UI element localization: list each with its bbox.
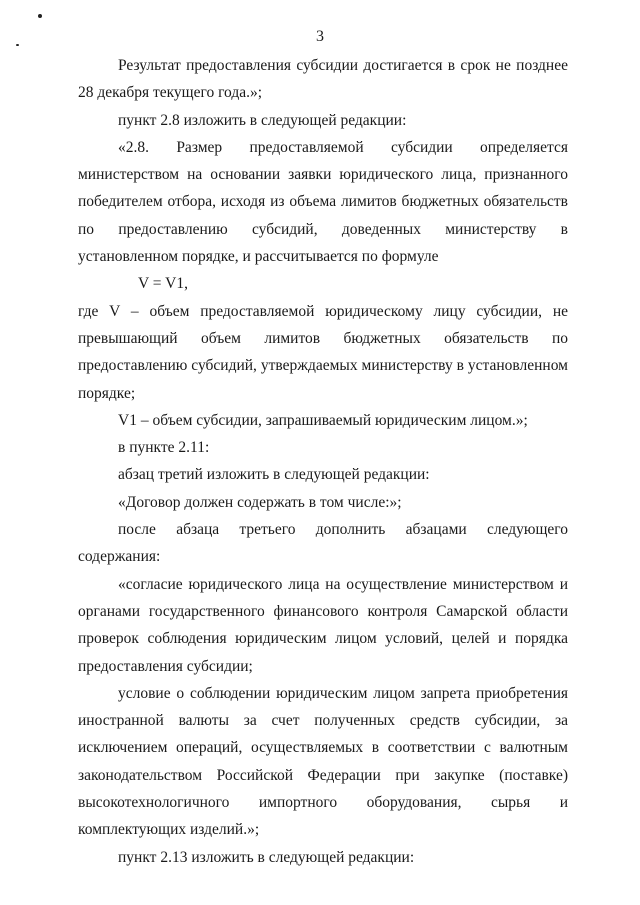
paragraph: абзац третий изложить в следующей редакции: — [118, 466, 430, 484]
paragraph: Результат предоставления субсидии достигается в срок не позднее 28 декабря текущего года.»; — [78, 57, 568, 102]
formula: V = V1, — [138, 275, 188, 293]
paragraph: после абзаца третьего дополнить абзацами следующего содержания: — [78, 521, 568, 566]
paragraph: пункт 2.13 изложить в следующей редакции: — [118, 848, 415, 866]
paragraph: в пункте 2.11: — [118, 439, 210, 457]
document-body — [78, 52, 568, 871]
scan-speck — [38, 14, 42, 18]
paragraph: V1 – объем субсидии, запрашиваемый юридическим лицом.»; — [118, 411, 528, 429]
paragraph: где V – объем предоставляемой юридическому лицу субсидии, не превышающий объем лимитов бюджетных обязательств по предоставлению субсидий, утверждаемых министерству в установленном порядке; — [78, 302, 568, 402]
paragraph: «Договор должен содержать в том числе:»; — [118, 493, 402, 511]
paragraph: пункт 2.8 изложить в следующей редакции: — [118, 111, 407, 129]
scan-speck — [16, 44, 19, 46]
paragraph: «2.8. Размер предоставляемой субсидии определяется министерством на основании заявки юридического лица, признанного победителем отбора, исходя из объема лимитов бюджетных обязательств по предоставлению субсидий, доведенных министерству в установленном порядке, и рассчитывается по формуле — [78, 138, 568, 266]
page-number: 3 — [316, 28, 324, 45]
paragraph: условие о соблюдении юридическим лицом запрета приобретения иностранной валюты за счет полученных средств субсидии, за исключением операций, осуществляемых в соответствии с валютным законодательством Российской Федерации при закупке (поставке) высокотехнологичного импортного оборудования, сырья и комплектующих изделий.»; — [78, 684, 568, 839]
paragraph: «согласие юридического лица на осуществление министерством и органами государственного финансового контроля Самарской области проверок соблюдения юридическим лицом условий, целей и порядка предоставления субсидии; — [78, 575, 568, 675]
